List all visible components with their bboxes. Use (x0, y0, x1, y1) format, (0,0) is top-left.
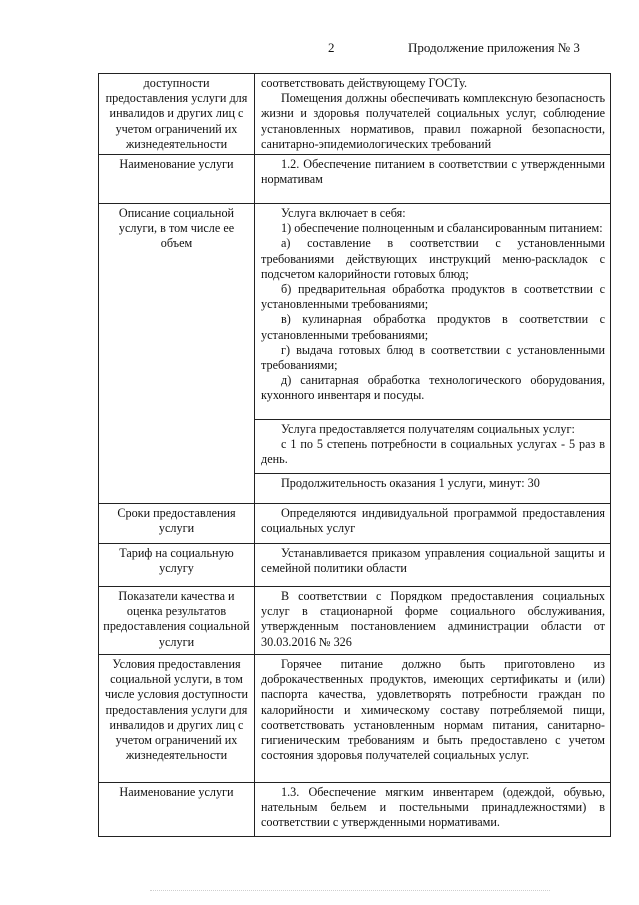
row-label: Наименование услуги (99, 155, 255, 204)
row-label: Тариф на социальную услугу (99, 544, 255, 587)
paragraph: 1.2. Обеспечение питанием в соответствии с утвержденными нормативам (261, 157, 605, 187)
table-row (99, 204, 611, 420)
table-row (99, 783, 611, 837)
paragraph: 1) обеспечение полноценным и сбалансированным питанием: (281, 221, 603, 236)
scan-artifact-line (150, 890, 550, 892)
row-label: Наименование услуги (99, 783, 255, 837)
paragraph: с 1 по 5 степень потребности в социальных услугах - 5 раз в день. (261, 437, 605, 467)
paragraph: в) кулинарная обработка продуктов в соответствии с установленными требованиями; (261, 312, 605, 342)
paragraph: Помещения должны обеспечивать комплексную безопасность жизни и здоровья получателей социальных услуг, соблюдение установленных нормативов, правил пожарной безопасности, санитарно-эпидемиологических требований (261, 91, 605, 151)
row-content (255, 204, 611, 420)
row-label: Сроки предоставления услуги (99, 504, 255, 544)
row-label: Показатели качества и оценка результатов предоставления социальной услуги (99, 587, 255, 655)
row-label: Описание социальной услуги, в том числе ее объем (99, 204, 255, 504)
table-row (99, 504, 611, 544)
service-table (98, 73, 611, 837)
paragraph: Определяются индивидуальной программой предоставления социальных услуг (261, 506, 605, 536)
paragraph: Услуга включает в себя: (281, 206, 406, 221)
appendix-note: Продолжение приложения № 3 (408, 40, 580, 55)
row-content (255, 544, 611, 587)
page-number: 2 (328, 40, 335, 55)
table-row (99, 74, 611, 155)
row-content (255, 74, 611, 155)
paragraph: б) предварительная обработка продуктов в соответствии с установленными требованиями; (261, 282, 605, 312)
paragraph: Услуга предоставляется получателям социальных услуг: (281, 422, 575, 437)
row-content (255, 155, 611, 204)
paragraph: 1.3. Обеспечение мягким инвентарем (одеждой, обувью, нательным бельем и постельными принадлежностями) в соответствии с утвержденными нормативами. (261, 785, 605, 830)
paragraph: Устанавливается приказом управления социальной защиты и семейной политики области (261, 546, 605, 576)
paragraph: г) выдача готовых блюд в соответствии с установленными требованиями; (261, 342, 605, 373)
row-content (255, 474, 611, 504)
row-content (255, 783, 611, 837)
paragraph: Горячее питание должно быть приготовлено из доброкачественных продуктов, имеющих сертификаты и (или) паспорта качества, удовлетворять потребности граждан по калорийности и химическому составу потребляемой пищи, соответствовать установленным нормам питания, санитарно-гигиеническим требованиям и быть предоставлено с учетом состояния здоровья получателей социальных услуг. (261, 657, 605, 763)
row-content (255, 420, 611, 474)
table-row (99, 544, 611, 587)
paragraph: В соответствии с Порядком предоставления социальных услуг в стационарной форме социального обслуживания, утвержденным постановлением администрации области от 30.03.2016 № 326 (261, 589, 605, 649)
paragraph: Продолжительность оказания 1 услуги, минут: 30 (281, 476, 540, 491)
row-label: доступности предоставления услуги для инвалидов и других лиц с учетом ограничений их жизнедеятельности (99, 74, 255, 155)
paragraph: д) санитарная обработка технологического оборудования, кухонного инвентаря и посуды. (261, 373, 605, 403)
row-content (255, 587, 611, 655)
row-content (255, 655, 611, 783)
paragraph: а) составление в соответствии с установленными требованиями действующих инструкций меню-раскладок с подсчетом калорийности готовых блюд; (261, 236, 605, 281)
table-row (99, 155, 611, 204)
row-content (255, 504, 611, 544)
table-row (99, 655, 611, 783)
paragraph: соответствовать действующему ГОСТу. (261, 76, 468, 90)
row-label: Условия предоставления социальной услуги, в том числе условия доступности предоставления услуги для инвалидов и других лиц с учетом ограничений их жизнедеятельности (99, 655, 255, 783)
table-row (99, 587, 611, 655)
